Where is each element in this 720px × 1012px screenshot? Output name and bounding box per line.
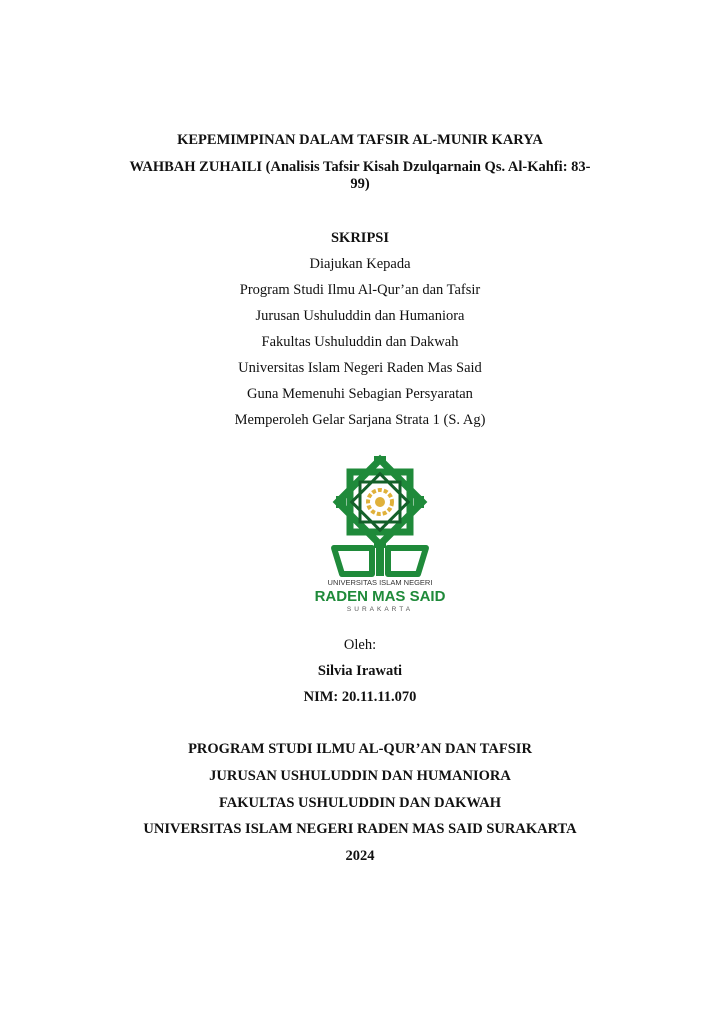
logo-text-line-1: UNIVERSITAS ISLAM NEGERI	[327, 578, 433, 587]
year: 2024	[345, 848, 375, 864]
institution-line: FAKULTAS USHULUDDIN DAN DAKWAH	[218, 795, 502, 811]
submission-line: Jurusan Ushuluddin dan Humaniora	[255, 308, 465, 324]
by-label: Oleh:	[343, 637, 377, 653]
title-line-1: KEPEMIMPINAN DALAM TAFSIR AL-MUNIR KARYA	[177, 132, 543, 148]
institution-line: PROGRAM STUDI ILMU AL-QUR’AN DAN TAFSIR	[188, 741, 532, 757]
author-nim: NIM: 20.11.11.070	[303, 689, 417, 705]
title-line-2: WAHBAH ZUHAILI (Analisis Tafsir Kisah Dzulqarnain Qs. Al-Kahfi: 83-	[129, 159, 591, 175]
university-logo	[300, 450, 460, 615]
logo-text-line-2: RADEN MAS SAID	[314, 588, 446, 605]
logo-text-line-3: SURAKARTA	[346, 606, 414, 613]
submission-line: Memperoleh Gelar Sarjana Strata 1 (S. Ag)	[234, 412, 486, 428]
submission-line: Program Studi Ilmu Al-Qur’an dan Tafsir	[239, 282, 481, 298]
submission-line: Universitas Islam Negeri Raden Mas Said	[238, 360, 482, 376]
submission-line: Fakultas Ushuluddin dan Dakwah	[261, 334, 459, 350]
institution-line: JURUSAN USHULUDDIN DAN HUMANIORA	[209, 768, 511, 784]
title-line-3: 99)	[350, 176, 370, 192]
institution-line: UNIVERSITAS ISLAM NEGERI RADEN MAS SAID SURAKARTA	[143, 821, 577, 837]
submission-line: Diajukan Kepada	[309, 256, 411, 272]
submission-line: Guna Memenuhi Sebagian Persyaratan	[247, 386, 473, 402]
author-name: Silvia Irawati	[317, 663, 403, 679]
doc-type: SKRIPSI	[330, 230, 390, 246]
university-emblem-icon	[300, 450, 460, 615]
